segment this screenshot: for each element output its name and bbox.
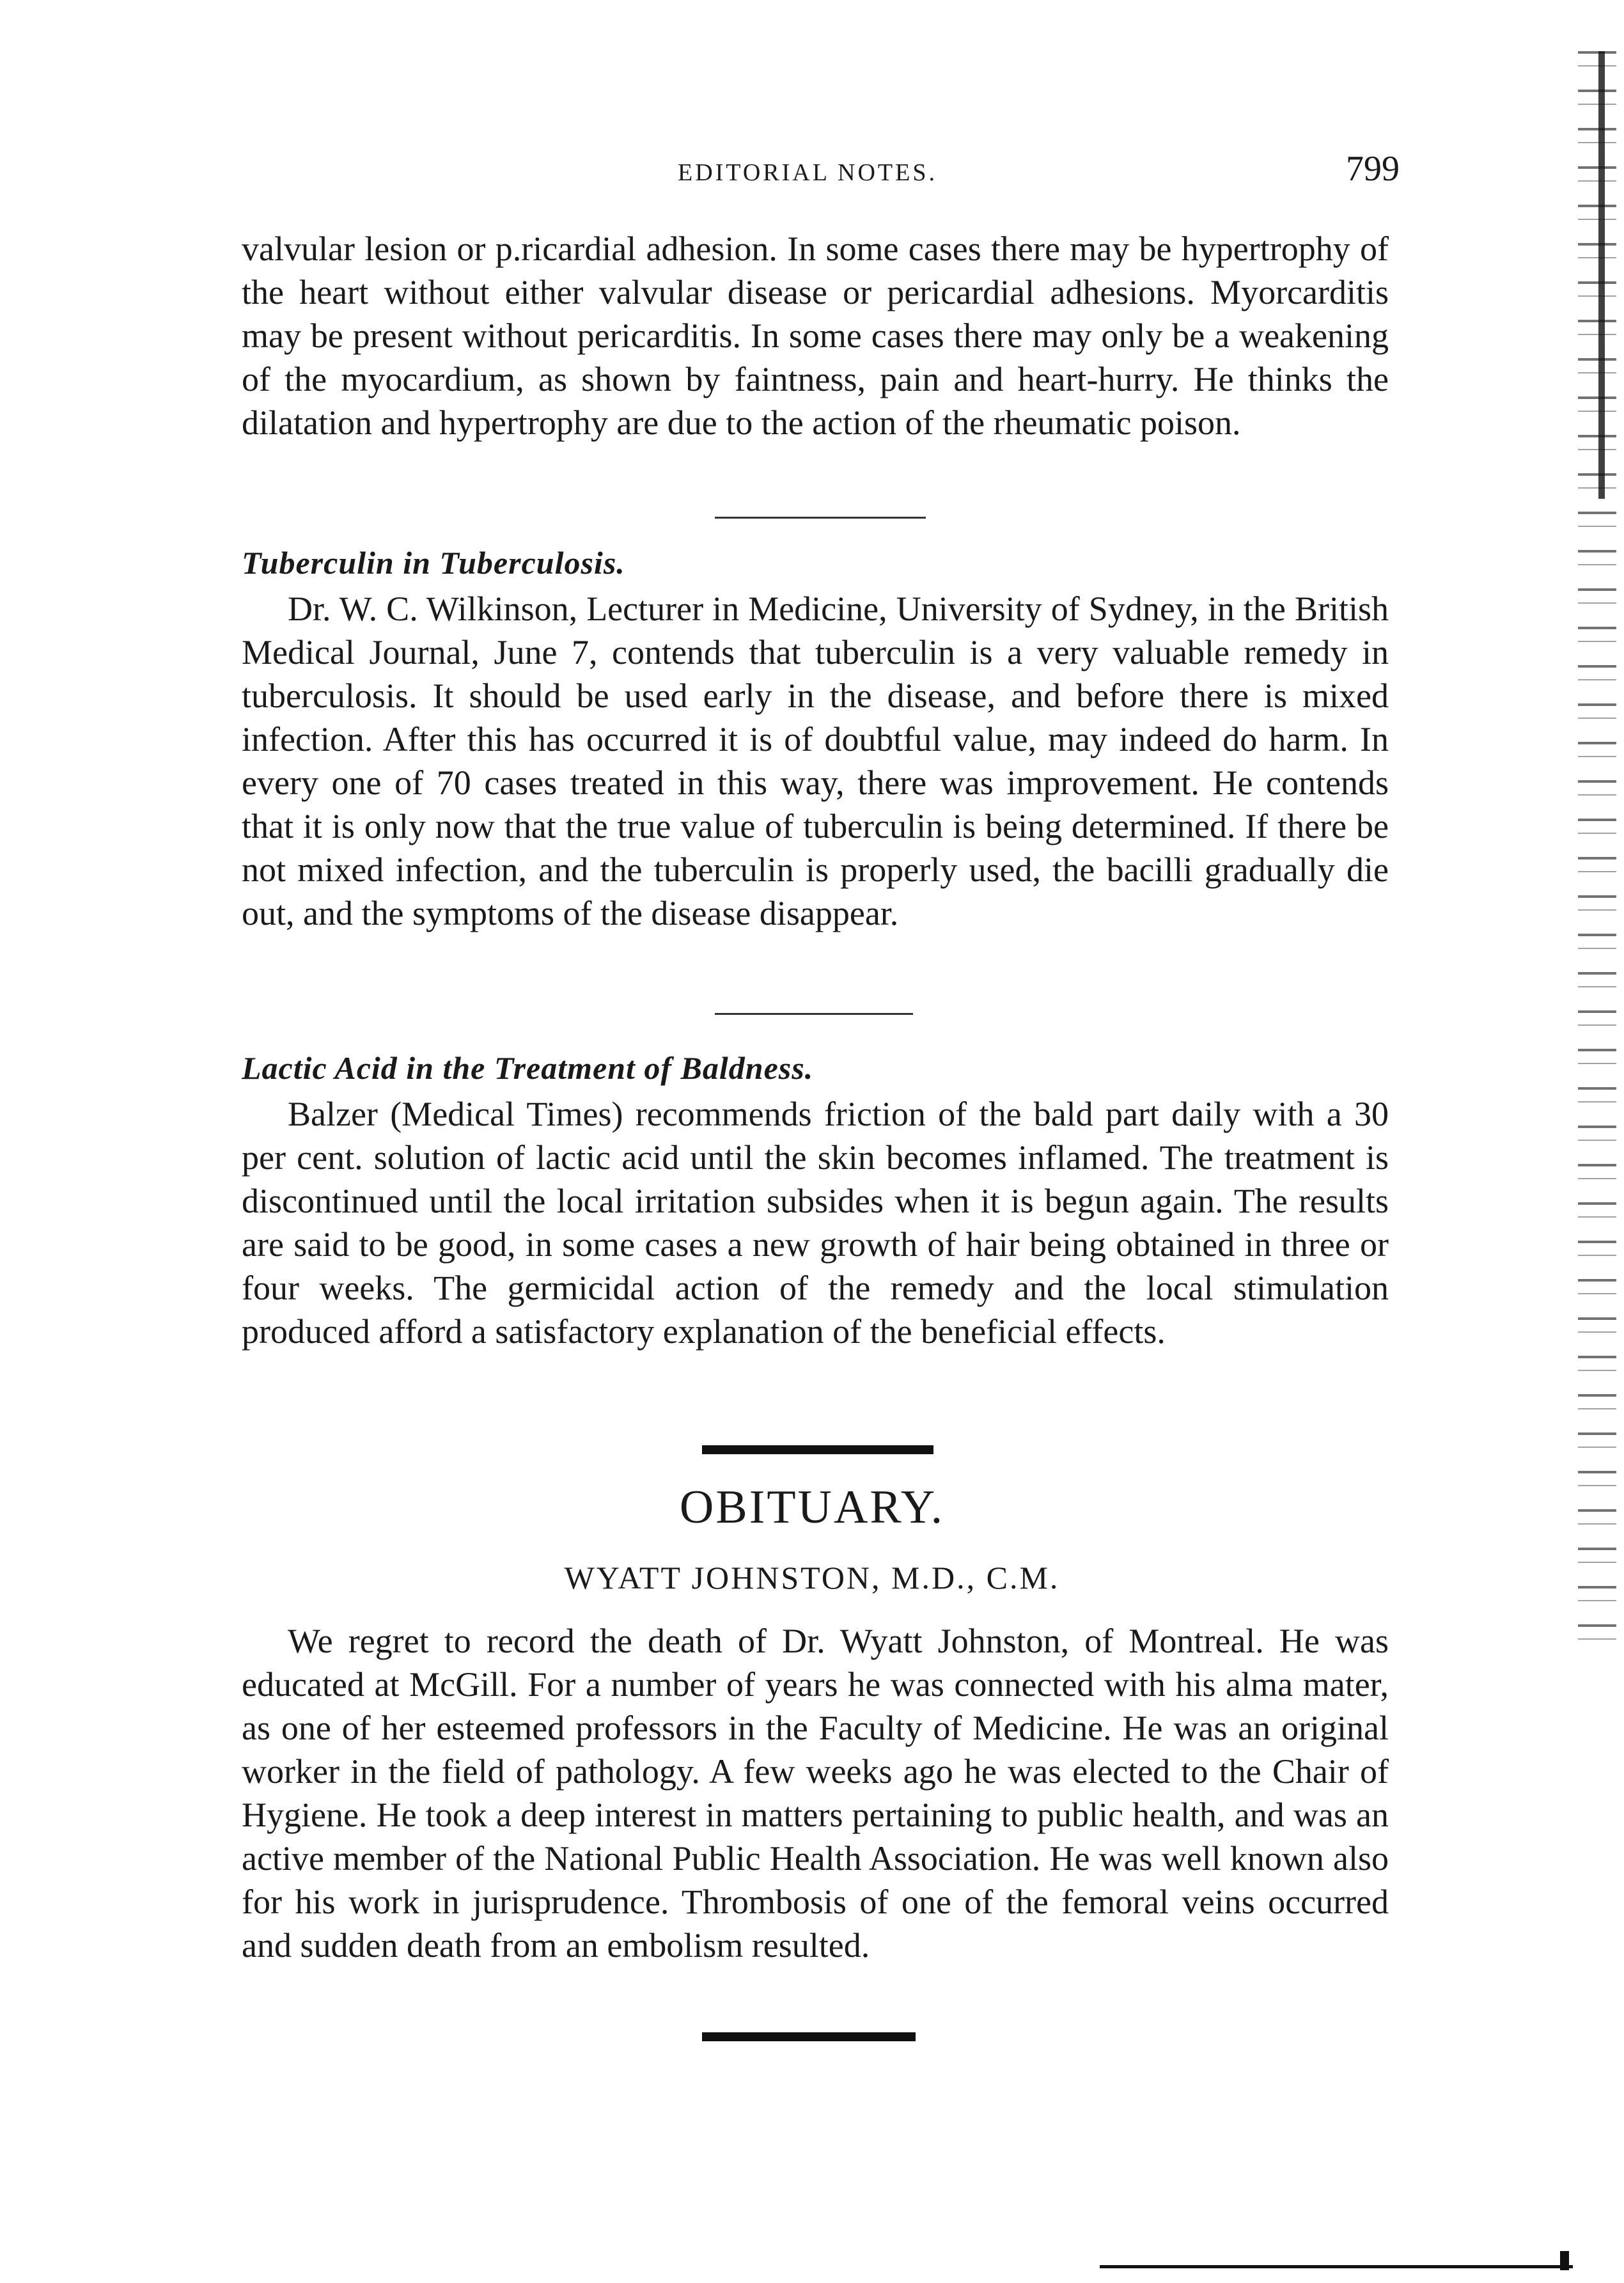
- intro-paragraph: valvular lesion or p.ricardial adhesion. In some cases there may be hypertrophy of the heart without either valvular disease or pericardial adhesions. Myorcarditis may be present without pericarditis. In some cases there may only be a weakening of the myocardium, as shown by faintness, pain and heart-hurry. He thinks the dilatation and hypertrophy are due to the action of the rheumatic poison.: [242, 230, 1389, 442]
- obituary-block: [242, 1619, 1389, 1967]
- section-heading: Lactic Acid in the Treatment of Baldness.: [242, 1050, 814, 1086]
- section-baldness: [242, 1049, 1389, 1353]
- running-title: EDITORIAL NOTES.: [678, 159, 937, 186]
- obituary-title: OBITUARY.: [679, 1481, 945, 1534]
- bottom-edge-mark: [1560, 2251, 1569, 2270]
- bottom-edge-rule: [1100, 2265, 1573, 2268]
- section-body: Balzer (Medical Times) recommends friction of the bald part daily with a 30 per cent. solution of lactic acid until the skin becomes inflamed. The treatment is discontinued until the local irritation subsides when it is begun again. The results are said to be good, in some cases a new growth of hair being obtained in three or four weeks. The germicidal action of the remedy and the local stimulation produced afford a satisfactory explanation of the beneficial effects.: [242, 1095, 1389, 1351]
- section-heading: Tuberculin in Tuberculosis.: [242, 545, 625, 581]
- section-divider: [715, 517, 926, 519]
- section-body: Dr. W. C. Wilkinson, Lecturer in Medicine, University of Sydney, in the British Medical Journal, June 7, contends that tuberculin is a very valuable remedy in tuberculosis. It should be used early in the disease, and before there is mixed infection. After this has occurred it is of doubtful value, may indeed do harm. In every one of 70 cases treated in this way, there was improvement. He contends that it is only now that the true value of tuberculin is being determined. If there be not mixed infection, and the tuberculin is properly used, the bacilli gradually die out, and the symptoms of the disease disappear.: [242, 590, 1389, 932]
- intro-block: [242, 227, 1389, 444]
- end-divider: [702, 2032, 916, 2041]
- obituary-divider: [702, 1445, 933, 1454]
- scan-edge-noise: [1578, 51, 1616, 1663]
- section-tuberculin: [242, 544, 1389, 935]
- scan-edge-bar: [1598, 51, 1605, 499]
- page-number: 799: [1346, 149, 1400, 189]
- section-divider: [715, 1013, 913, 1015]
- obituary-body: We regret to record the death of Dr. Wyatt Johnston, of Montreal. He was educated at McGill. For a number of years he was connected with his alma mater, as one of her esteemed professors in the Faculty of Medicine. He was an original worker in the field of pathology. A few weeks ago he was elected to the Chair of Hygiene. He took a deep interest in matters pertaining to public health, and was an active member of the National Public Health Association. He was well known also for his work in jurisprudence. Thrombosis of one of the femoral veins occurred and sudden death from an embolism resulted.: [242, 1622, 1389, 1965]
- obituary-subtitle: WYATT JOHNSTON, M.D., C.M.: [564, 1560, 1060, 1596]
